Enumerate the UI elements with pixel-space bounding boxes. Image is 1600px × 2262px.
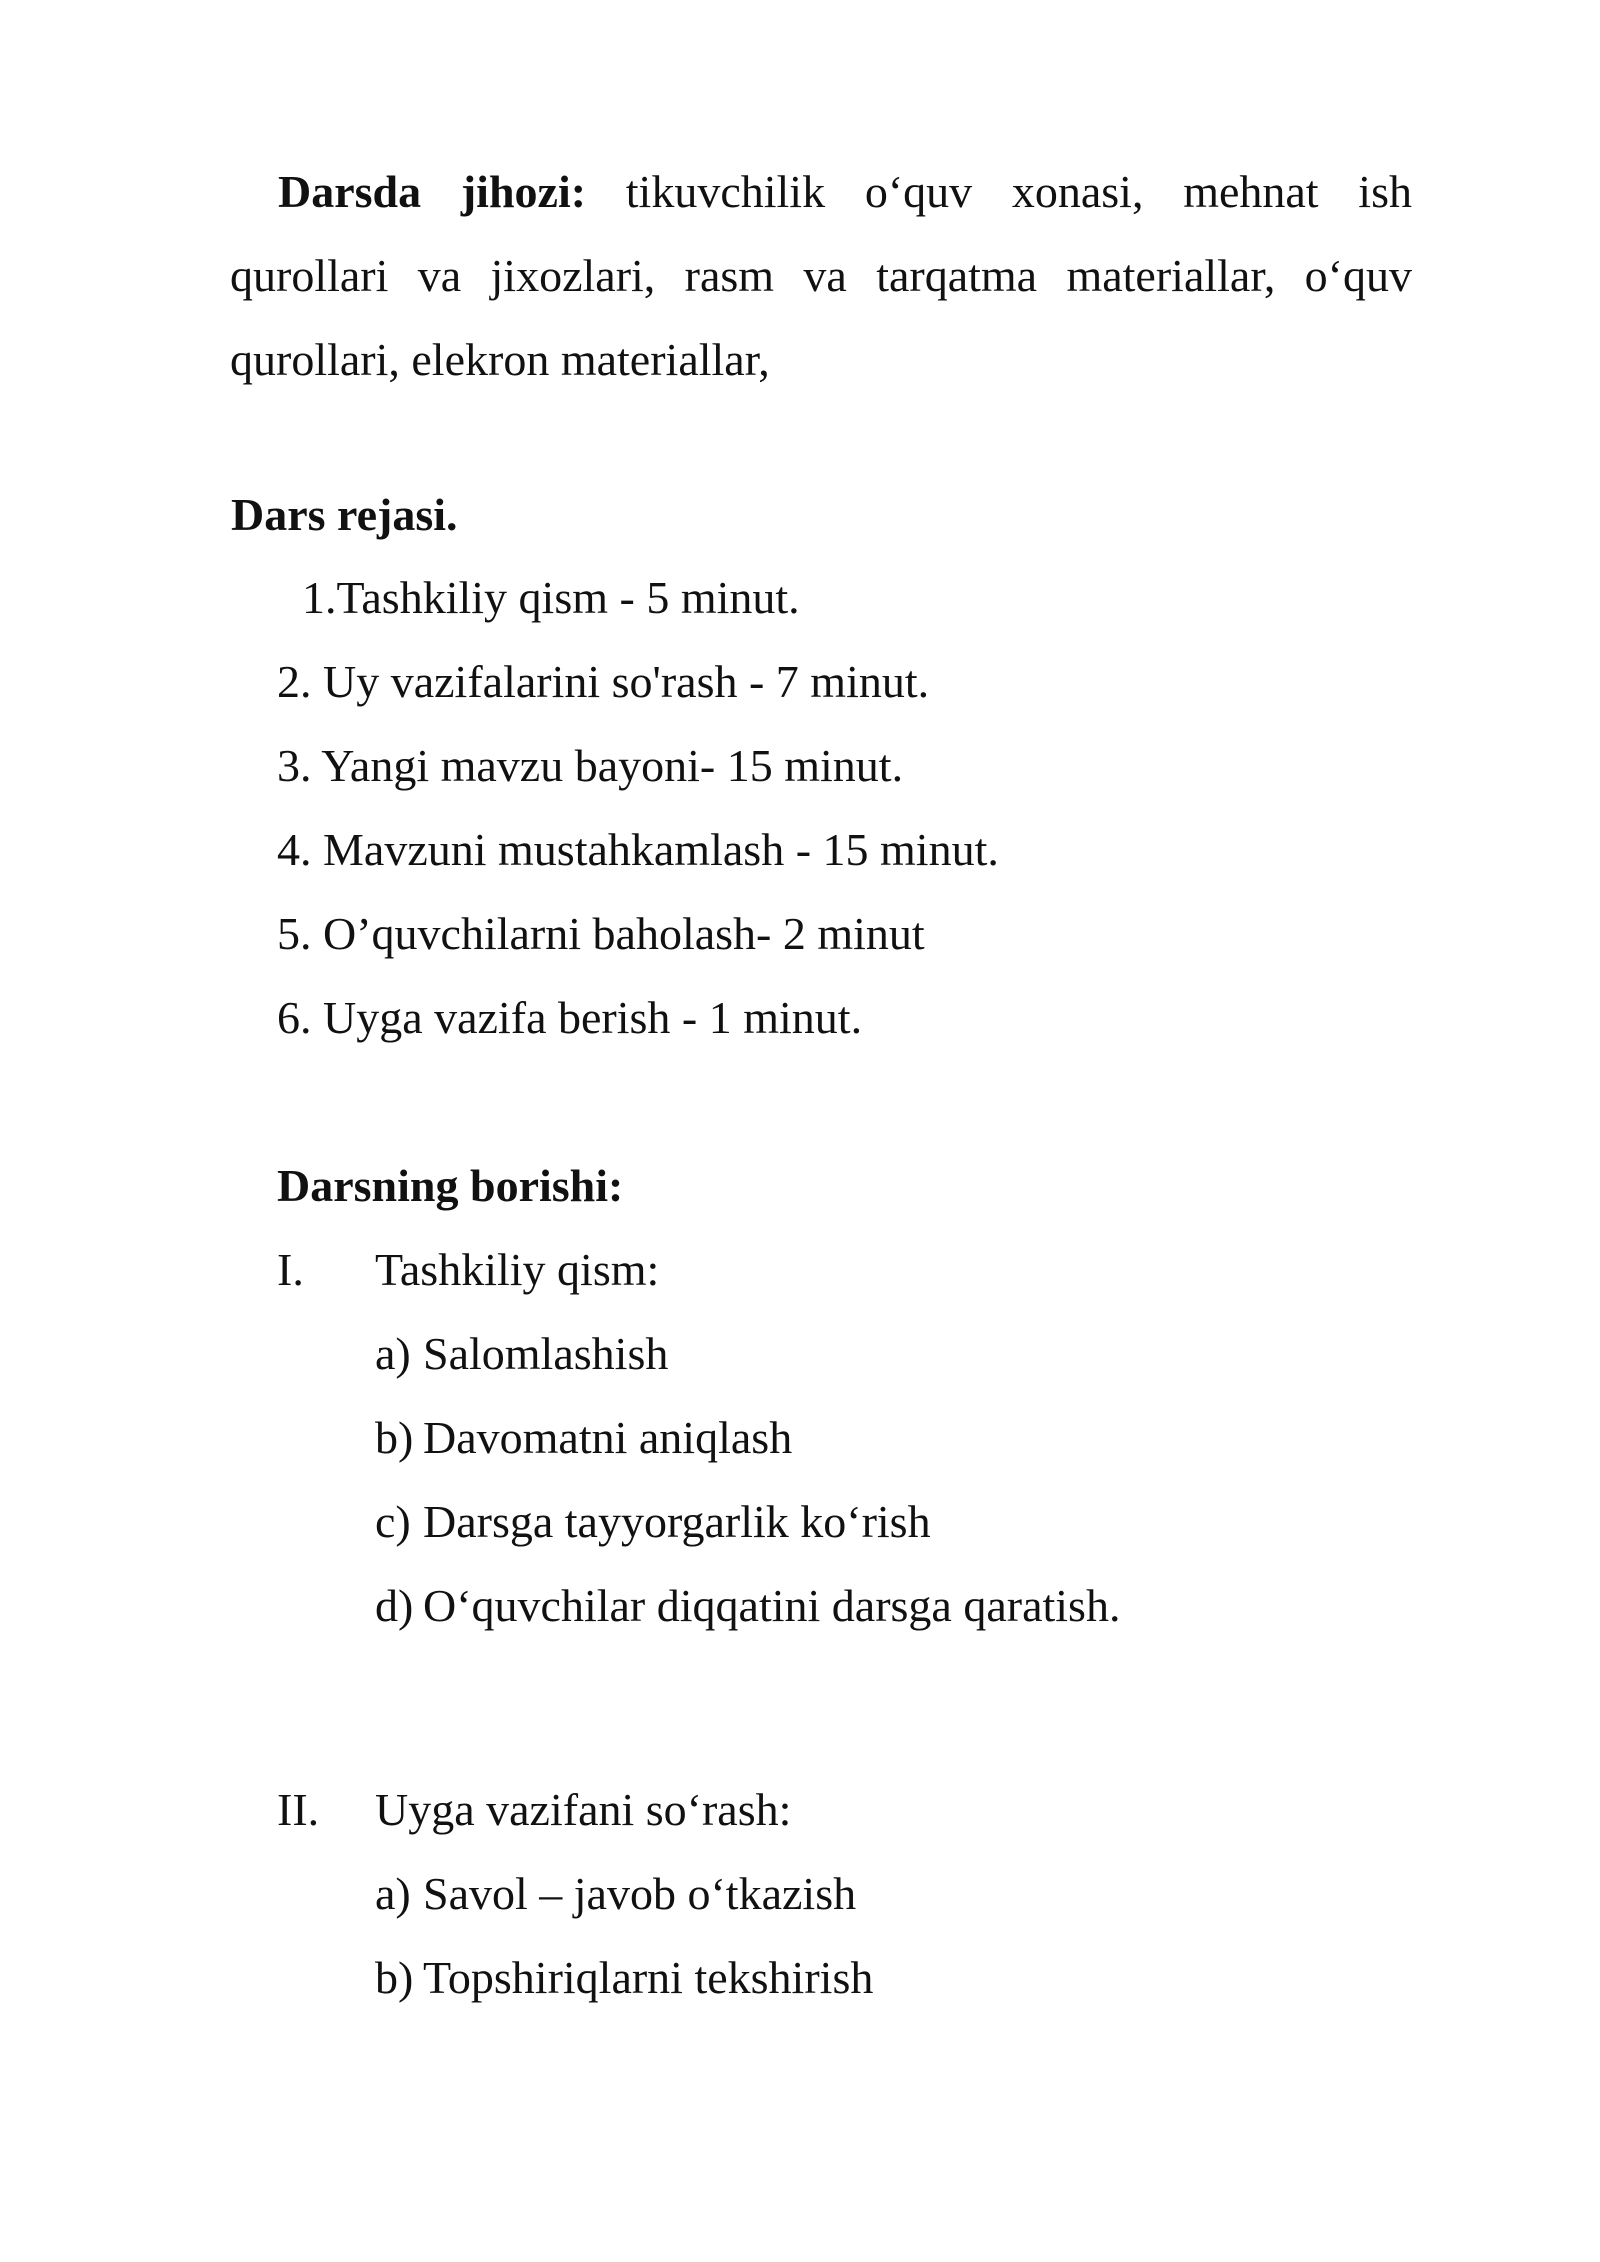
equipment-paragraph bbox=[230, 150, 1412, 402]
section-1-sub-d-text: O‘quvchilar diqqatini darsga qaratish. bbox=[423, 1580, 1121, 1631]
section-1-sub-d-letter: d) bbox=[375, 1580, 414, 1631]
section-2-sub-a-letter: a) bbox=[375, 1868, 411, 1919]
section-2-sub-b-text: Topshiriqlarni tekshirish bbox=[423, 1952, 874, 2003]
section-1-sub-c-letter: c) bbox=[375, 1496, 411, 1547]
section-1-sub-b-letter: b) bbox=[375, 1412, 414, 1463]
course-title: Darsning borishi: bbox=[277, 1160, 624, 1211]
section-1-number: I. bbox=[277, 1244, 304, 1295]
plan-item-5: 5. O’quvchilarni baholash- 2 minut bbox=[277, 908, 925, 959]
equipment-text: tikuvchilik o‘quv xonasi, mehnat ish qurollari va jixozlari, rasm va tarqatma materiallar, o‘quv qurollari, elekron materiallar, bbox=[230, 166, 1412, 385]
plan-item-6: 6. Uyga vazifa berish - 1 minut. bbox=[277, 992, 863, 1043]
section-1-sub-c-text: Darsga tayyorgarlik ko‘rish bbox=[423, 1496, 931, 1547]
section-1-sub-a-text: Salomlashish bbox=[423, 1328, 669, 1379]
section-1-sub-b-text: Davomatni aniqlash bbox=[423, 1412, 793, 1463]
section-1-title: Tashkiliy qism: bbox=[375, 1244, 660, 1295]
section-2-sub-a-text: Savol – javob o‘tkazish bbox=[423, 1868, 857, 1919]
section-1-sub-a-letter: a) bbox=[375, 1328, 411, 1379]
section-2-sub-b-letter: b) bbox=[375, 1952, 414, 2003]
plan-item-3: 3. Yangi mavzu bayoni- 15 minut. bbox=[277, 740, 904, 791]
section-2-title: Uyga vazifani so‘rash: bbox=[375, 1784, 792, 1835]
plan-title: Dars rejasi. bbox=[231, 489, 458, 540]
plan-item-4: 4. Mavzuni mustahkamlash - 15 minut. bbox=[277, 824, 999, 875]
equipment-label: Darsda jihozi: bbox=[278, 166, 587, 217]
section-2-number: II. bbox=[277, 1784, 320, 1835]
plan-item-2: 2. Uy vazifalarini so'rash - 7 minut. bbox=[277, 656, 930, 707]
plan-item-1: 1.Tashkiliy qism - 5 minut. bbox=[302, 572, 800, 623]
